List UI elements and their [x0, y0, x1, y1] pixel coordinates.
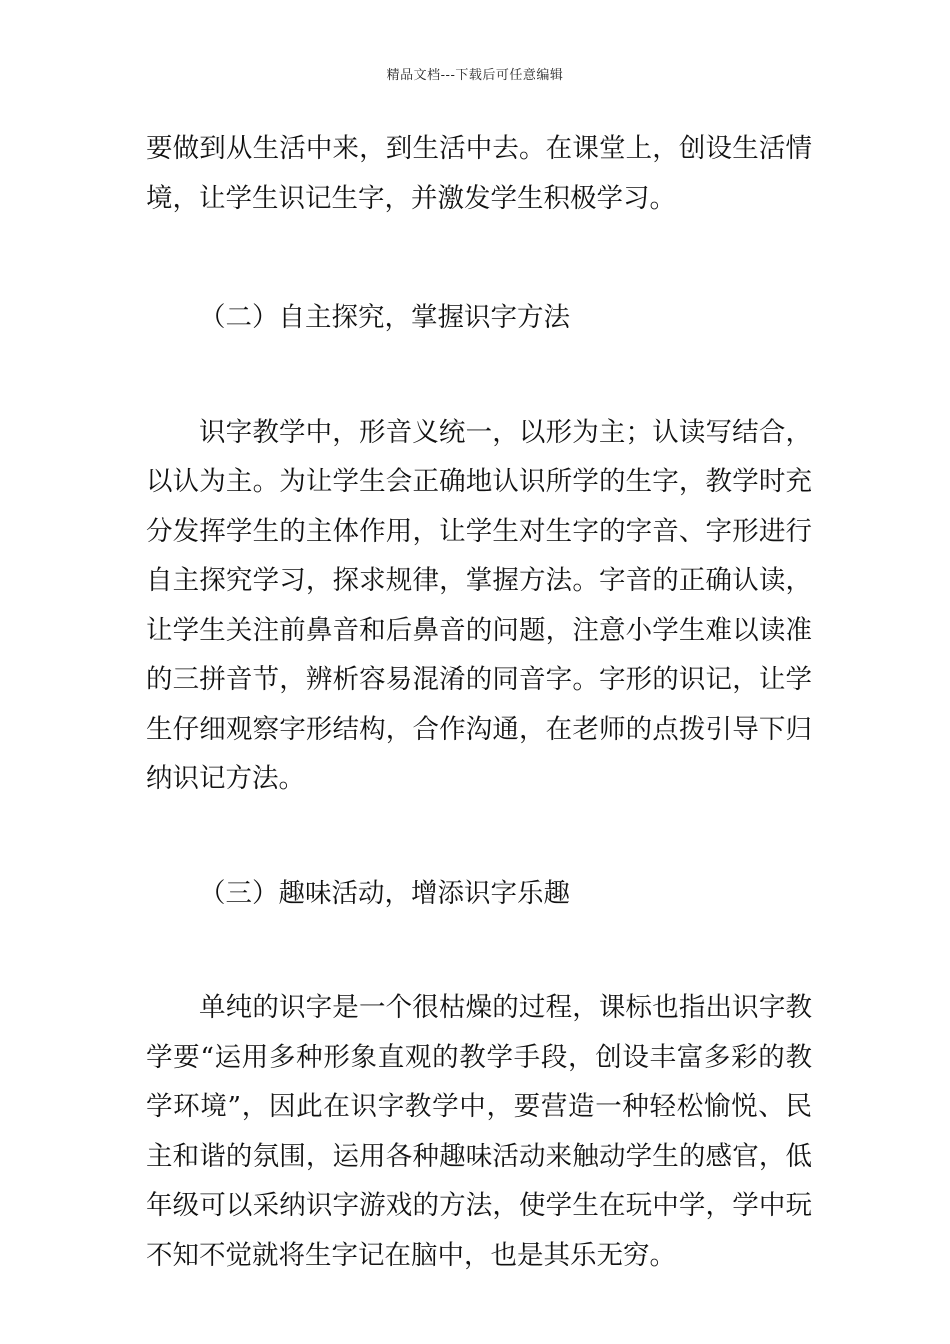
- paragraph-continuation: 要做到从生活中来，到生活中去。在课堂上，创设生活情境，让学生识记生字，并激发学生积极学习。: [146, 133, 812, 214]
- document-body: [146, 124, 812, 1280]
- page-header: 精品文档---下载后可任意编辑: [386, 68, 564, 83]
- paragraph-section-3: 单纯的识字是一个很枯燥的过程，课标也指出识字教学要“运用多种形象直观的教学手段，创设丰富多彩的教学环境”，因此在识字教学中，要营造一种轻松愉悦、民主和谐的氛围，运用各种趣味活动来触动学生的感官，低年级可以采纳识字游戏的方法，使学生在玩中学，学中玩不知不觉就将生字记在脑中，也是其乐无穷。: [146, 992, 812, 1271]
- section-heading-2: （二）自主探究，掌握识字方法: [199, 302, 570, 333]
- paragraph-section-2: 识字教学中，形音义统一，以形为主；认读写结合，以认为主。为让学生会正确地认识所学的生字，教学时充分发挥学生的主体作用，让学生对生字的字音、字形进行自主探究学习，探求规律，掌握方法。字音的正确认读，让学生关注前鼻音和后鼻音的问题，注意小学生难以读准的三拼音节，辨析容易混淆的同音字。字形的识记，让学生仔细观察字形结构，合作沟通，在老师的点拨引导下归纳识记方法。: [146, 416, 812, 794]
- section-heading-3: （三）趣味活动，增添识字乐趣: [199, 877, 570, 909]
